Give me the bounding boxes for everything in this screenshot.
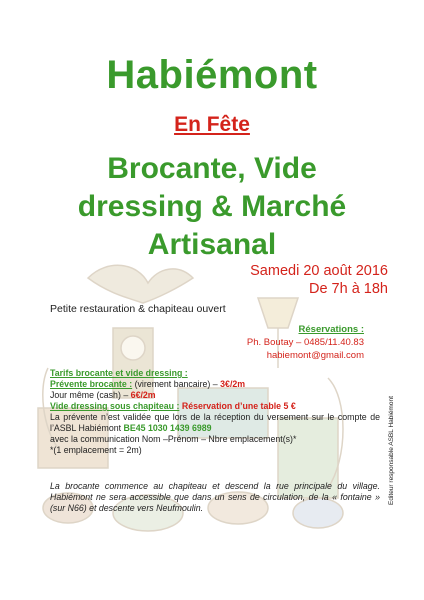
event-headline: [20, 150, 404, 264]
route-note: La brocante commence au chapiteau et descend la rue principale du village. Habiémont ne sera accessible que dans un sens de circulation, de la « fontaine » (sur N66) et descente vers Neufmoulin.: [50, 481, 380, 513]
sameday-label: Jour même (cash) –: [50, 390, 131, 400]
event-hours: De 7h à 18h: [308, 281, 388, 297]
presale-price: 3€/2m: [220, 379, 246, 389]
presale-line: [50, 379, 380, 390]
vide-dressing-price: Réservation d’une table 5 €: [179, 401, 296, 411]
pricing-block: [50, 368, 380, 456]
town-title: Habiémont: [106, 53, 318, 97]
headline-line: Brocante, Vide: [107, 152, 317, 185]
validity-text: La prévente n’est validée que lors de la réception du versement sur le compte de l’ASBL Habiémont: [50, 412, 380, 433]
vide-dressing-line: [50, 401, 380, 412]
reservations-label: Réservations :: [298, 324, 364, 335]
presale-method: (virement bancaire) –: [132, 379, 221, 389]
presale-label: Prévente brocante :: [50, 379, 133, 389]
event-day: Samedi 20 août 2016: [250, 263, 388, 279]
sameday-line: [50, 390, 380, 401]
reservations-block: [247, 323, 364, 362]
publisher-credit: Editeur responsable ASBL Habiémont: [388, 396, 395, 505]
reservations-phone: Ph. Boutay – 0485/11.40.83: [246, 337, 364, 348]
event-date: [250, 262, 388, 298]
reservations-email[interactable]: habiemont@gmail.com: [266, 350, 364, 361]
sameday-price: 6€/2m: [130, 390, 156, 400]
catering-info: Petite restauration & chapiteau ouvert: [50, 303, 226, 315]
vide-dressing-label: Vide dressing sous chapiteau :: [50, 401, 180, 411]
event-subtitle: En Fête: [174, 113, 250, 136]
headline-line: dressing & Marché: [77, 190, 347, 223]
bank-account: BE45 1030 1439 6989: [123, 423, 212, 433]
presale-validity: [50, 412, 380, 434]
payment-communication: avec la communication Nom –Prénom – Nbre emplacement(s)*: [50, 434, 297, 444]
headline-line: Artisanal: [147, 228, 277, 261]
pricing-heading: Tarifs brocante et vide dressing :: [50, 368, 188, 378]
pitch-footnote: *(1 emplacement = 2m): [50, 445, 142, 455]
